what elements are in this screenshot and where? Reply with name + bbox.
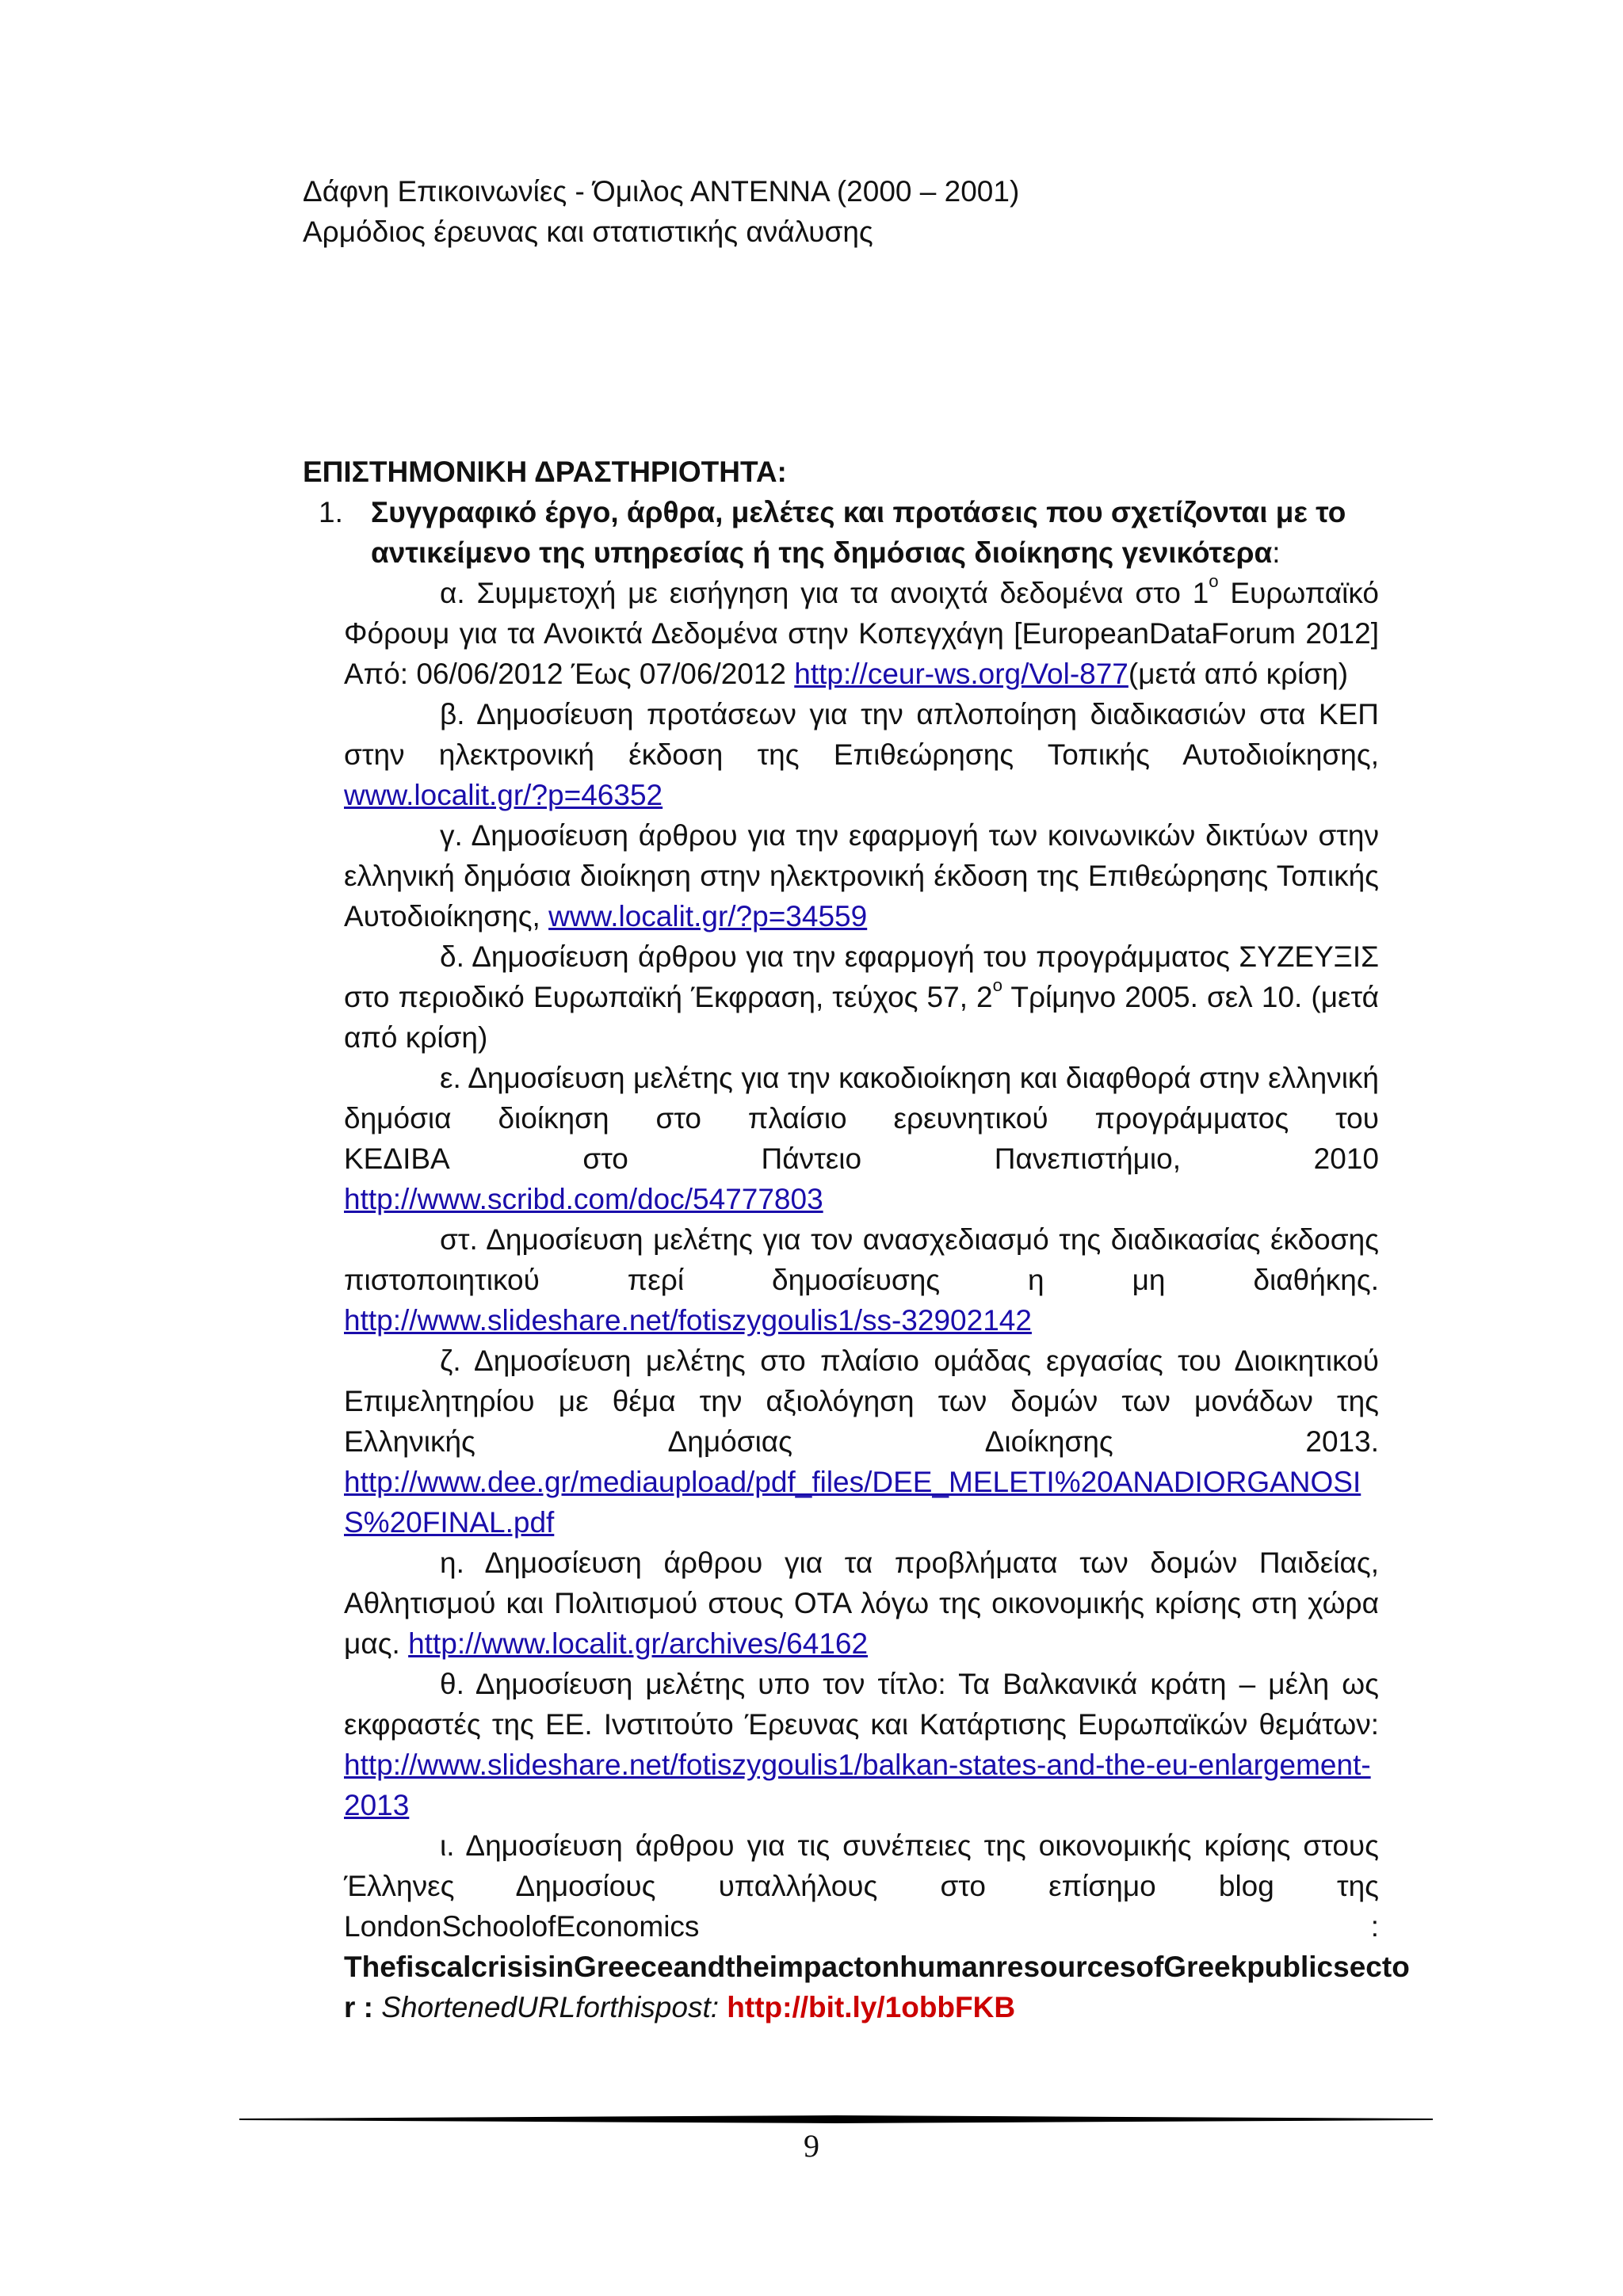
item-g-word: Δημόσιας	[667, 1425, 793, 1458]
item-f-text: στ. Δημοσίευση μελέτης για τον ανασχεδιασμό της διαδικασίας έκδοσης πιστοποιητικού περί δημοσίευσης η μη διαθήκης.	[344, 1223, 1379, 1296]
item-a-link[interactable]: http://ceur-ws.org/Vol-877	[794, 658, 1128, 690]
list-item-f	[344, 1219, 1379, 1341]
item-a-text-2: Ευρωπαϊκό Φόρουμ για τα Ανοικτά Δεδομένα στην Κοπεγχάγη [EuropeanDataForum 2012] Από: 06/06/2012 Έως 07/06/2012	[344, 577, 1379, 690]
item-d-text-2: Τρίμηνο 2005. σελ 10. (μετά από κρίση)	[344, 981, 1379, 1054]
section-title: ΕΠΙΣΤΗΜΟΝΙΚΗ ΔΡΑΣΤΗΡΙΟΤΗΤΑ:	[303, 456, 787, 488]
heading-colon: :	[1272, 536, 1281, 569]
item-j-short-url[interactable]: http://bit.ly/1obbFKB	[727, 1991, 1016, 2023]
item-g-word: 2013.	[1305, 1425, 1379, 1458]
item-j-title-end: r :	[344, 1991, 373, 2023]
item-b-text: β. Δημοσίευση προτάσεων για την απλοποίηση διαδικασιών στα ΚΕΠ στην ηλεκτρονική έκδοση της Επιθεώρησης Τοπικής Αυτοδιοίκησης,	[344, 698, 1379, 771]
superscript: ο	[992, 975, 1002, 996]
item-a-note: (μετά από κρίση)	[1128, 658, 1349, 690]
list-item-g	[344, 1341, 1379, 1543]
item-j-spread-line	[344, 1906, 1379, 1947]
list-item-b	[344, 694, 1379, 815]
item-j-short-url-label: ShortenedURLforthispost:	[373, 1991, 727, 2023]
item-j-blog-name: LondonSchoolofEconomics	[344, 1910, 700, 1943]
footer-rule	[239, 2114, 1433, 2125]
list-item-j	[344, 1825, 1410, 2027]
item-g-word: Διοίκησης	[984, 1425, 1113, 1458]
item-g-word: Ελληνικής	[344, 1425, 475, 1458]
item-j-text: ι. Δημοσίευση άρθρου για τις συνέπειες της οικονομικής κρίσης στους Έλληνες Δημοσίους υπαλλήλους στο επίσημο blog της	[344, 1829, 1379, 1902]
item-h-link[interactable]: http://www.localit.gr/archives/64162	[408, 1627, 869, 1660]
item-h-text: η. Δημοσίευση άρθρου για τα προβλήματα των δομών Παιδείας, Αθλητισμού και Πολιτισμού στους ΟΤΑ λόγω της οικονομικής κρίσης στη χώρα μας.	[344, 1547, 1379, 1660]
header-line-company: Δάφνη Επικοινωνίες - Όμιλος ΑΝΤΕΝΝΑ (2000 – 2001)	[303, 175, 1020, 208]
item-e-word: Πανεπιστήμιο,	[994, 1142, 1182, 1175]
numbered-heading	[319, 492, 1379, 573]
list-item-h	[344, 1543, 1379, 1664]
list-item-c	[344, 815, 1379, 936]
superscript: ο	[1209, 571, 1219, 592]
numbered-heading-text: Συγγραφικό έργο, άρθρα, μελέτες και προτάσεις που σχετίζονται με το αντικείμενο της υπηρεσίας ή της δημόσιας διοίκησης γενικότερα	[371, 496, 1346, 569]
main-content	[303, 452, 1410, 2027]
item-e-word: στο	[582, 1142, 628, 1175]
item-e-word: 2010	[1313, 1142, 1379, 1175]
item-g-text: ζ. Δημοσίευση μελέτης στο πλαίσιο ομάδας εργασίας του Διοικητικού Επιμελητηρίου με θέμα την αξιολόγηση των δομών των μονάδων της	[344, 1344, 1379, 1417]
page-number: 9	[804, 2128, 819, 2164]
item-e-word: ΚΕΔΙΒΑ	[344, 1142, 450, 1175]
list-number: 1.	[319, 496, 343, 528]
item-g-link[interactable]: http://www.dee.gr/mediaupload/pdf_files/DEE_MELETI%20ANADIORGANOSIS%20FINAL.pdf	[344, 1466, 1361, 1539]
item-g-spread-line	[344, 1421, 1379, 1462]
page-header	[303, 171, 1019, 252]
item-e-spread-line	[344, 1138, 1379, 1179]
item-d-text: δ. Δημοσίευση άρθρου για την εφαρμογή του προγράμματος ΣΥΖΕΥΞΙΣ στο περιοδικό Ευρωπαϊκή Έκφραση, τεύχος 57, 2	[344, 940, 1379, 1013]
list-item-a	[344, 573, 1379, 694]
item-j-colon: :	[1370, 1910, 1379, 1943]
item-a-text: α. Συμμετοχή με εισήγηση για τα ανοιχτά δεδομένα στο 1	[440, 577, 1209, 609]
item-b-link[interactable]: www.localit.gr/?p=46352	[344, 779, 663, 811]
item-j-article-title: ThefiscalcrisisinGreeceandtheimpactonhumanresourcesofGreekpublicsecto	[344, 1951, 1410, 1983]
item-c-text: γ. Δημοσίευση άρθρου για την εφαρμογή των κοινωνικών δικτύων στην ελληνική δημόσια διοίκηση στην ηλεκτρονική έκδοση της Επιθεώρησης Τοπικής Αυτοδιοίκησης,	[344, 819, 1379, 933]
list-item-i	[344, 1664, 1379, 1825]
item-e-word: Πάντειο	[761, 1142, 862, 1175]
list-item-e	[344, 1058, 1379, 1219]
item-i-link[interactable]: http://www.slideshare.net/fotiszygoulis1/balkan-states-and-the-eu-enlargement-2013	[344, 1749, 1371, 1821]
list-item-d	[344, 936, 1379, 1058]
item-e-text: ε. Δημοσίευση μελέτης για την κακοδιοίκηση και διαφθορά στην ελληνική δημόσια διοίκηση στο πλαίσιο ερευνητικού προγράμματος του	[344, 1062, 1379, 1135]
item-e-link[interactable]: http://www.scribd.com/doc/54777803	[344, 1183, 823, 1215]
item-i-text: θ. Δημοσίευση μελέτης υπο τον τίτλο: Τα Βαλκανικά κράτη – μέλη ως εκφραστές της ΕΕ. Ινστιτούτο Έρευνας και Κατάρτισης Ευρωπαϊκών θεμάτων:	[344, 1668, 1379, 1741]
header-line-role: Αρμόδιος έρευνας και στατιστικής ανάλυσης	[303, 215, 873, 248]
item-c-link[interactable]: www.localit.gr/?p=34559	[548, 900, 868, 933]
item-f-link[interactable]: http://www.slideshare.net/fotiszygoulis1/ss-32902142	[344, 1304, 1032, 1337]
